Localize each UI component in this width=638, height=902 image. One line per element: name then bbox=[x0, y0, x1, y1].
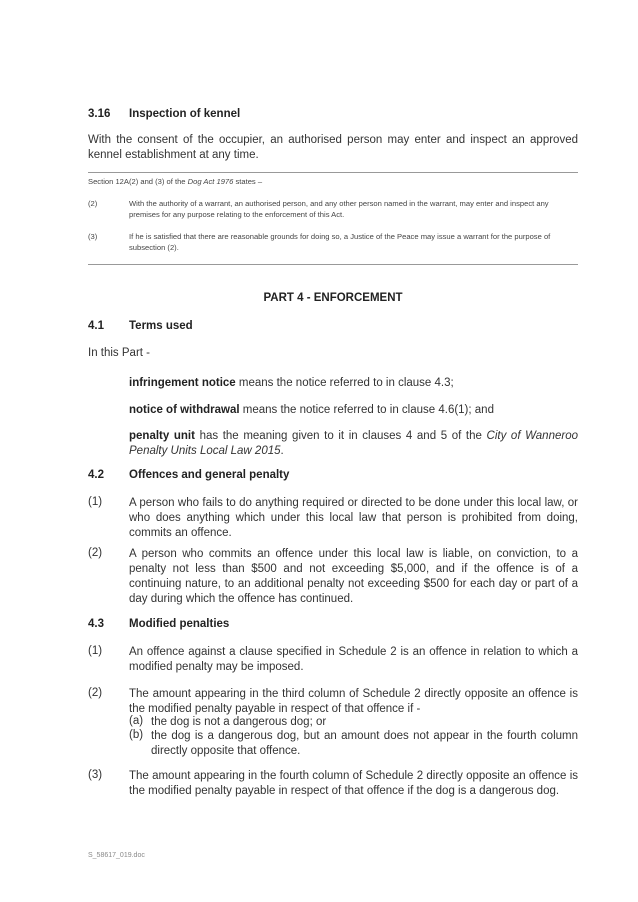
section-4-3-number: 4.3 bbox=[88, 618, 104, 630]
clause-text: A person who commits an offence under this local law is liable, on conviction, to a penalty not less than $500 and not exceeding $5,000, and if the offence is of a continuing nature, to an additional penalty not exceeding $500 for each day or part of a day during which the offence has continued. bbox=[129, 548, 578, 605]
note-bottom-rule bbox=[88, 264, 578, 265]
definition-infringement-notice: infringement notice means the notice referred to in clause 4.3; bbox=[129, 377, 454, 389]
section-4-1-intro: In this Part - bbox=[88, 347, 150, 359]
section-4-1-title: Terms used bbox=[129, 320, 193, 332]
section-3-16-body: With the consent of the occupier, an authorised person may enter and inspect an approved kennel establishment at any time. bbox=[88, 134, 578, 161]
subclause-num: (b) bbox=[129, 729, 144, 741]
part-4-title: PART 4 - ENFORCEMENT bbox=[263, 292, 403, 304]
clause-text: The amount appearing in the third column of Schedule 2 directly opposite an offence is the modified penalty payable in respect of that offence if - bbox=[129, 688, 578, 715]
section-3-16-title: Inspection of kennel bbox=[129, 108, 241, 120]
section-4-3-title: Modified penalties bbox=[129, 618, 230, 630]
subclause-num: (a) bbox=[129, 715, 144, 727]
clause-text: An offence against a clause specified in Schedule 2 is an offence in relation to which a modified penalty may be imposed. bbox=[129, 646, 578, 673]
note-top-rule bbox=[88, 172, 578, 173]
clause-num: (2) bbox=[88, 547, 103, 559]
subclause-text: the dog is not a dangerous dog; or bbox=[151, 716, 327, 728]
section-3-16-number: 3.16 bbox=[88, 108, 111, 120]
section-4-1-number: 4.1 bbox=[88, 320, 104, 332]
clause-text: The amount appearing in the fourth column of Schedule 2 directly opposite an offence is the modified penalty payable in respect of that offence if the dog is a dangerous dog. bbox=[129, 770, 578, 797]
clause-text: A person who fails to do anything required or directed to be done under this local law, or who does anything which under this local law that person is prohibited from doing, commits an offence. bbox=[129, 497, 578, 539]
clause-num: (1) bbox=[88, 645, 103, 657]
definition-penalty-unit: penalty unit has the meaning given to it in clauses 4 and 5 of the City of Wanneroo Penalty Units Local Law 2015. bbox=[129, 430, 578, 457]
definition-notice-of-withdrawal: notice of withdrawal means the notice referred to in clause 4.6(1); and bbox=[129, 404, 494, 416]
note-item-num: (3) bbox=[88, 232, 98, 241]
section-4-2-number: 4.2 bbox=[88, 469, 104, 481]
note-intro: Section 12A(2) and (3) of the Dog Act 1976 states – bbox=[88, 177, 263, 186]
note-item-text: If he is satisfied that there are reasonable grounds for doing so, a Justice of the Peace may issue a warrant for the purpose of subsection (2). bbox=[129, 232, 551, 252]
note-item-text: With the authority of a warrant, an authorised person, and any other person named in the warrant, may enter and inspect any premises for any purpose relating to the enforcement of this Act. bbox=[129, 199, 549, 219]
note-item-num: (2) bbox=[88, 199, 98, 208]
clause-num: (1) bbox=[88, 496, 103, 508]
subclause-text: the dog is a dangerous dog, but an amount does not appear in the fourth column directly opposite that offence. bbox=[151, 730, 578, 757]
footer-filename: S_58617_019.doc bbox=[88, 852, 145, 859]
section-4-2-title: Offences and general penalty bbox=[129, 469, 290, 481]
clause-num: (2) bbox=[88, 687, 103, 699]
clause-num: (3) bbox=[88, 769, 103, 781]
